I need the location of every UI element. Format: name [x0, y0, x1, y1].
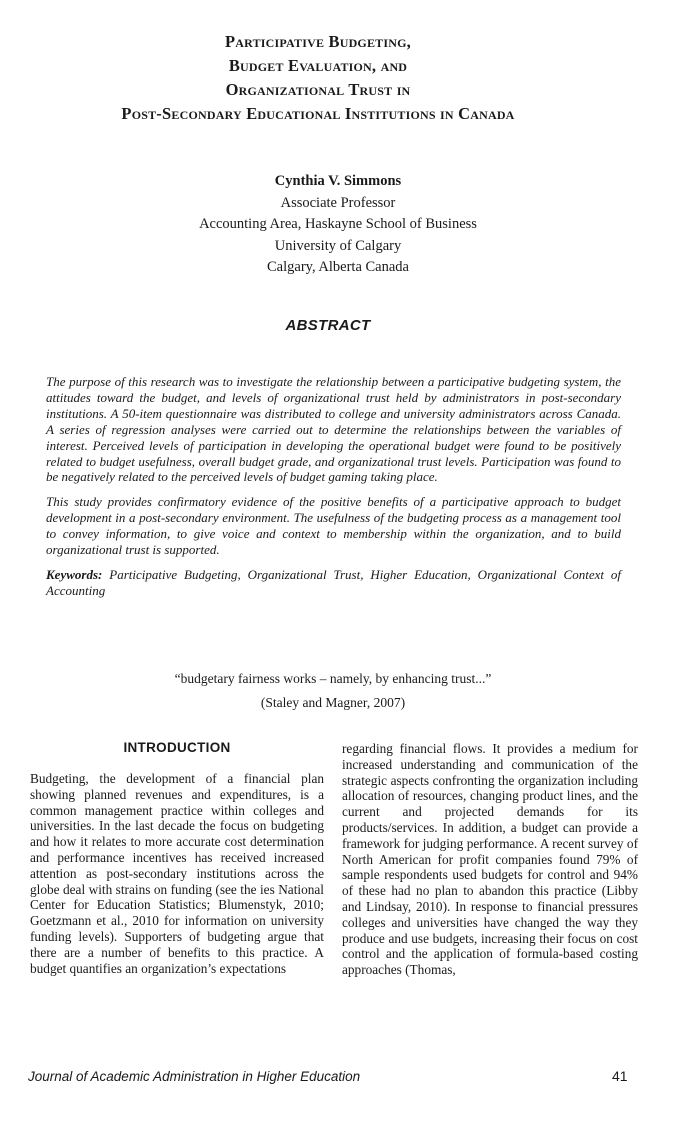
introduction-heading: INTRODUCTION — [123, 740, 231, 755]
title-line: Budget Evaluation, and — [228, 56, 408, 75]
quote-text: “budgetary fairness works – namely, by enhancing trust...” — [174, 671, 492, 686]
author-position: Associate Professor — [280, 194, 396, 211]
quote-source: (Staley and Magner, 2007) — [260, 695, 406, 710]
title-line: Organizational Trust in — [225, 80, 411, 99]
article-title — [20, 30, 616, 126]
left-column-text: Budgeting, the development of a financial plan showing planned revenues and expenditures, is a common management practice within colleges and universities. In the last decade the focus on budgeting and how it relates to more accurate cost determination and performance incentives has received increased attention as post-secondary institutions across the globe deal with strains on funding (see the ies National Center for Education Statistics; Blumenstyk, 2010; Goetzmann et al., 2010 for information on university funding levels). Supporters of budgeting argue that there are a number of benefits to this practice. A budget quantifies an organization’s expectations — [30, 771, 324, 976]
journal-name: Journal of Academic Administration in Higher Education — [28, 1069, 361, 1084]
keywords-text: Participative Budgeting, Organizational Trust, Higher Education, Organizational Context of Accounting — [46, 566, 621, 598]
title-line: Participative Budgeting, — [225, 32, 411, 51]
author-university: University of Calgary — [274, 237, 402, 254]
author-name: Cynthia V. Simmons — [274, 173, 402, 189]
abstract-heading: ABSTRACT — [285, 317, 371, 334]
author-department: Accounting Area, Haskayne School of Business — [199, 216, 477, 232]
author-block — [20, 171, 656, 279]
abstract-paragraph: This study provides confirmatory evidence of the positive benefits of a participative approach to budget development in a post-secondary environment. The usefulness of the budgeting process as a management tool to convey information, to give voice and context to membership within the organization, and to build organizational trust is supported. — [46, 494, 621, 558]
title-line: Post-Secondary Educational Institutions in Canada — [121, 104, 515, 123]
page-number: 41 — [612, 1068, 628, 1084]
epigraph — [0, 667, 666, 715]
abstract-body — [46, 374, 621, 608]
abstract-paragraph: The purpose of this research was to investigate the relationship between a participative budgeting system, the attitudes toward the budget, and levels of organizational trust held by administrators in post-secondary institutions. A 50-item questionnaire was distributed to college and university administrators across Canada. A series of regression analyses were carried out to determine the relationships between the variables of interest. Perceived levels of participation in developing the operational budget were found to be positively related to budget usefulness, overall budget grade, and organizational trust levels. Participation was found to be negatively related to the perceived levels of budget gaming taking place. — [46, 374, 621, 485]
keywords — [46, 567, 621, 599]
right-column-text: regarding financial flows. It provides a medium for increased understanding and communication of the strategic aspects confronting the organization including allocation of resources, changing product lines, and the current and projected demands for its products/services. In addition, a budget can provide a framework for judging performance. A recent survey of North American for profit companies found 79% of sample respondents used budgets for control and 94% of these had no plan to abandon this practice (Libby and Lindsay, 2010). In response to financial pressures colleges and universities have changed the way they produce and use budgets, increasing their focus on cost control and the application of formula-based costing approaches (Thomas, — [342, 741, 638, 978]
author-location: Calgary, Alberta Canada — [267, 259, 409, 275]
keywords-label: Keywords: — [46, 566, 103, 582]
